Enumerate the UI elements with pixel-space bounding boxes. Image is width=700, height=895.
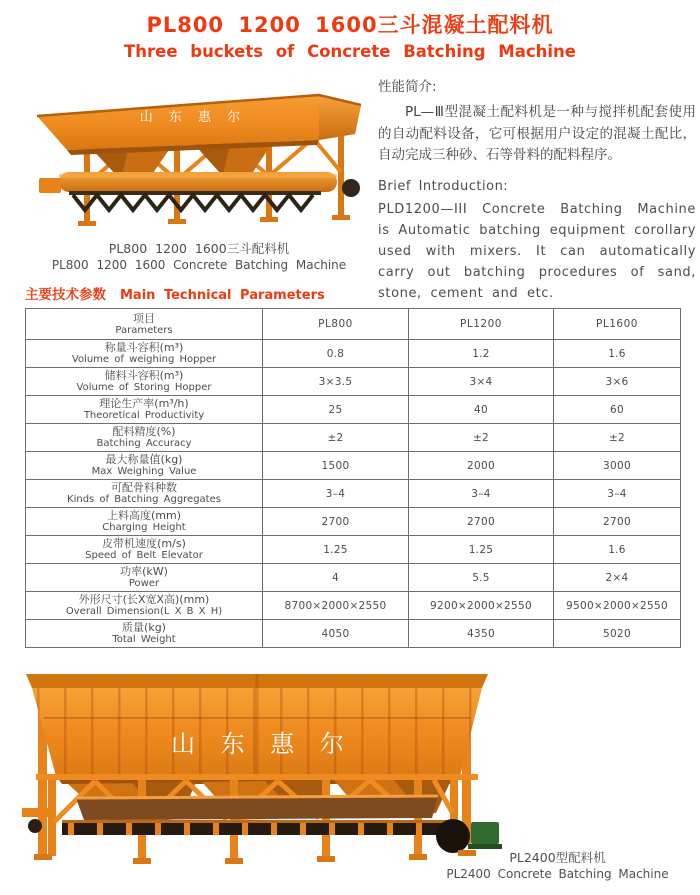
value-cell: 0.8 xyxy=(263,340,409,368)
intro-body-zh: PL—Ⅲ型混凝土配料机是一种与搅拌机配套使用的自动配料设备，它可根据用户设定的混凝土配比，自动完成三种砂、石等骨料的配料程序。 xyxy=(378,104,696,163)
value-cell: 2700 xyxy=(554,508,681,536)
value-cell: 1.25 xyxy=(409,536,554,564)
intro-heading-zh: 性能简介: xyxy=(378,79,437,95)
value-cell: 25 xyxy=(263,396,409,424)
value-cell: 3–4 xyxy=(409,480,554,508)
value-cell: 3×6 xyxy=(554,368,681,396)
machine-photo-top xyxy=(25,88,377,238)
spec-header-row xyxy=(26,309,681,340)
value-cell: 2700 xyxy=(263,508,409,536)
value-cell: 3×3.5 xyxy=(263,368,409,396)
value-cell: 4 xyxy=(263,564,409,592)
value-cell: 1.2 xyxy=(409,340,554,368)
model-header-cell: PL800 xyxy=(263,309,409,340)
param-cell: 质量(kg) Total Weight xyxy=(26,620,263,648)
param-cell: 理论生产率(m³/h) Theoretical Productivity xyxy=(26,396,263,424)
spec-row xyxy=(26,396,681,424)
param-cell: 最大称量值(kg) Max Weighing Value xyxy=(26,452,263,480)
spec-table xyxy=(25,308,681,648)
value-cell: 4050 xyxy=(263,620,409,648)
param-cell: 功率(kW) Power xyxy=(26,564,263,592)
title-block xyxy=(0,12,700,63)
section-heading-zh: 主要技术参数 xyxy=(25,287,106,303)
caption-bottom-en: PL2400 Concrete Batching Machine xyxy=(446,867,669,881)
param-cell: 上料高度(mm) Charging Height xyxy=(26,508,263,536)
machine2-feet xyxy=(34,850,476,864)
section-heading-en: Main Technical Parameters xyxy=(120,288,325,303)
value-cell: 1.6 xyxy=(554,536,681,564)
spec-table-wrap xyxy=(25,308,680,648)
machine1-feet xyxy=(78,215,350,226)
caption-top-zh: PL800 1200 1600三斗配料机 xyxy=(108,241,290,256)
value-cell: ±2 xyxy=(263,424,409,452)
spec-row xyxy=(26,564,681,592)
value-cell: ±2 xyxy=(554,424,681,452)
caption-top-en: PL800 1200 1600 Concrete Batching Machine xyxy=(51,258,347,272)
machine2-brand-text: 山 东 惠 尔 xyxy=(171,730,353,758)
spec-row xyxy=(26,368,681,396)
value-cell: 1.6 xyxy=(554,340,681,368)
machine1-conveyor xyxy=(39,172,360,210)
spec-row xyxy=(26,620,681,648)
param-cell: 配料精度(%) Batching Accuracy xyxy=(26,424,263,452)
machine2-hopper-bin xyxy=(26,674,488,784)
spec-row xyxy=(26,424,681,452)
machine2-motor xyxy=(471,822,499,844)
caption-top-machine xyxy=(15,241,383,273)
machine2-head-pulley xyxy=(436,819,470,853)
spec-row xyxy=(26,536,681,564)
value-cell: 3–4 xyxy=(263,480,409,508)
page-title-en: Three buckets of Concrete Batching Machine xyxy=(124,42,576,61)
value-cell: 9200×2000×2550 xyxy=(409,592,554,620)
model-header-cell: PL1200 xyxy=(409,309,554,340)
machine2-frame-beam xyxy=(36,774,478,780)
value-cell: 2×4 xyxy=(554,564,681,592)
section-heading xyxy=(25,283,325,303)
spec-row xyxy=(26,508,681,536)
value-cell: 40 xyxy=(409,396,554,424)
model-header-cell: PL1600 xyxy=(554,309,681,340)
param-cell: 称量斗容积(m³) Volume of weighing Hopper xyxy=(26,340,263,368)
spec-row xyxy=(26,340,681,368)
spec-row xyxy=(26,480,681,508)
value-cell: 60 xyxy=(554,396,681,424)
machine-photo-bottom xyxy=(10,654,515,874)
intro-column xyxy=(378,78,696,304)
intro-heading-en: Brief Introduction: xyxy=(378,178,509,194)
intro-body-en: PLD1200—III Concrete Batching Machine is Automatic batching equipment corollary used with mixers. It can automatically carry out batching procedures of sand, stone, cement and etc. xyxy=(378,201,696,301)
param-cell: 外形尺寸(长X宽X高)(mm) Overall Dimension(L X B X H) xyxy=(26,592,263,620)
value-cell: 5020 xyxy=(554,620,681,648)
value-cell: 3000 xyxy=(554,452,681,480)
machine2-belt-conveyor xyxy=(22,796,502,853)
value-cell: 3–4 xyxy=(554,480,681,508)
value-cell: 8700×2000×2550 xyxy=(263,592,409,620)
value-cell: 5.5 xyxy=(409,564,554,592)
param-cell: 皮带机速度(m/s) Speed of Belt Elevator xyxy=(26,536,263,564)
value-cell: 1.25 xyxy=(263,536,409,564)
value-cell: 4350 xyxy=(409,620,554,648)
value-cell: 2700 xyxy=(409,508,554,536)
value-cell: ±2 xyxy=(409,424,554,452)
value-cell: 9500×2000×2550 xyxy=(554,592,681,620)
value-cell: 2000 xyxy=(409,452,554,480)
param-cell: 项目 Parameters xyxy=(26,309,263,340)
machine1-hopper-bin xyxy=(37,95,361,155)
spec-row xyxy=(26,452,681,480)
spec-row xyxy=(26,592,681,620)
caption-bottom-machine xyxy=(415,849,700,883)
machine1-brand-text: 山 东 惠 尔 xyxy=(139,110,247,125)
param-cell: 可配骨料种数 Kinds of Batching Aggregates xyxy=(26,480,263,508)
caption-bottom-zh: PL2400型配料机 xyxy=(509,850,606,865)
value-cell: 3×4 xyxy=(409,368,554,396)
param-cell: 储料斗容积(m³) Volume of Storing Hopper xyxy=(26,368,263,396)
page-title-zh: PL800 1200 1600三斗混凝土配料机 xyxy=(146,13,554,37)
value-cell: 1500 xyxy=(263,452,409,480)
